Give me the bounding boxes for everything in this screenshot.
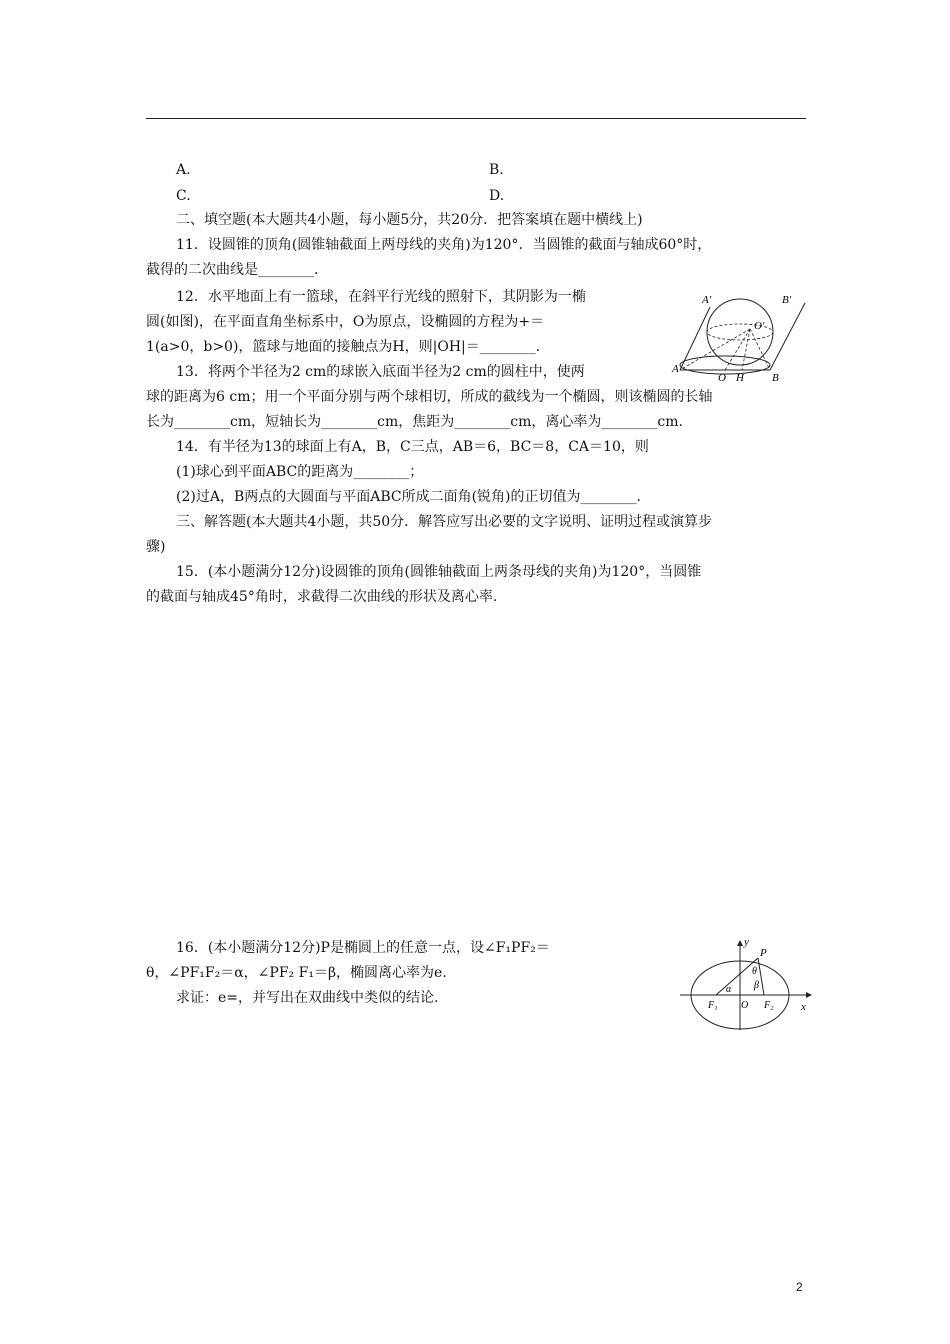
label-a-prime: A′ xyxy=(702,294,712,306)
option-a: A. xyxy=(176,162,191,178)
label-b-prime: B′ xyxy=(782,294,792,306)
q13-line3: 长为________cm，短轴长为________cm，焦距为________cm，离心率为________cm. xyxy=(146,414,683,430)
q16-line2: θ，∠PF₁F₂＝α，∠PF₂ F₁＝β，椭圆离心率为e. xyxy=(146,965,447,981)
label-o-prime: O′ xyxy=(754,320,765,332)
label-beta: β xyxy=(754,980,759,991)
q14-part1: (1)球心到平面ABC的距离为________； xyxy=(176,464,424,480)
section3-line2: 骤) xyxy=(146,539,166,555)
q13-line1: 13．将两个半径为2 cm的球嵌入底面半径为2 cm的圆柱中，使两 xyxy=(176,364,585,380)
basketball-shadow-figure xyxy=(670,285,810,385)
section2-heading: 二、填空题(本大题共4小题，每小题5分，共20分．把答案填在题中横线上) xyxy=(176,212,643,228)
label-o16: O xyxy=(741,1000,749,1011)
label-p: P xyxy=(760,947,767,959)
label-y: y xyxy=(744,938,749,948)
label-o: O xyxy=(718,372,726,384)
label-b: B xyxy=(772,372,779,384)
q11-line1: 11．设圆锥的顶角(圆锥轴截面上两母线的夹角)为120°．当圆锥的截面与轴成60°时， xyxy=(176,237,712,253)
q11-line2: 截得的二次曲线是________． xyxy=(146,262,328,278)
q15-line2: 的截面与轴成45°角时，求截得二次曲线的形状及离心率. xyxy=(146,589,498,605)
section3-line1: 三、解答题(本大题共4小题，共50分．解答应写出必要的文字说明、证明过程或演算步 xyxy=(176,514,713,530)
q14-line1: 14．有半径为13的球面上有A，B，C三点，AB＝6，BC＝8，CA＝10，则 xyxy=(176,439,649,455)
label-a: A xyxy=(672,363,679,375)
q14-part2: (2)过A，B两点的大圆面与平面ABC所成二面角(锐角)的正切值为________． xyxy=(176,489,651,505)
q16-line1: 16．(本小题满分12分)P是椭圆上的任意一点，设∠F₁PF₂＝ xyxy=(176,940,550,956)
label-alpha: α xyxy=(726,984,732,995)
label-f2: F₂ xyxy=(764,1000,774,1011)
q15-line1: 15．(本小题满分12分)设圆锥的顶角(圆锥轴截面上两条母线的夹角)为120°，当圆锥 xyxy=(176,564,702,580)
q12-line2: 圆(如图)，在平面直角坐标系中，O为原点，设椭圆的方程为+＝ xyxy=(146,314,545,330)
q13-line2: 球的距离为6 cm；用一个平面分别与两个球相切，所成的截线为一个椭圆，则该椭圆的长轴 xyxy=(146,389,713,405)
page-number: 2 xyxy=(796,1280,803,1294)
label-f1: F₁ xyxy=(708,1000,718,1011)
label-x: x xyxy=(801,1001,806,1013)
option-b: B. xyxy=(489,162,504,178)
q12-line1: 12．水平地面上有一篮球，在斜平行光线的照射下，其阴影为一椭 xyxy=(176,289,586,305)
option-d: D. xyxy=(489,188,505,204)
label-h: H xyxy=(736,372,744,384)
ellipse-foci-figure xyxy=(678,938,813,1033)
q16-line3: 求证：e=，并写出在双曲线中类似的结论. xyxy=(176,990,439,1006)
option-c: C. xyxy=(176,188,191,204)
header-rule xyxy=(146,118,806,119)
q12-line3: 1(a>0，b>0)，篮球与地面的接触点为H，则|OH|＝________． xyxy=(146,339,550,355)
label-theta: θ xyxy=(752,966,757,977)
